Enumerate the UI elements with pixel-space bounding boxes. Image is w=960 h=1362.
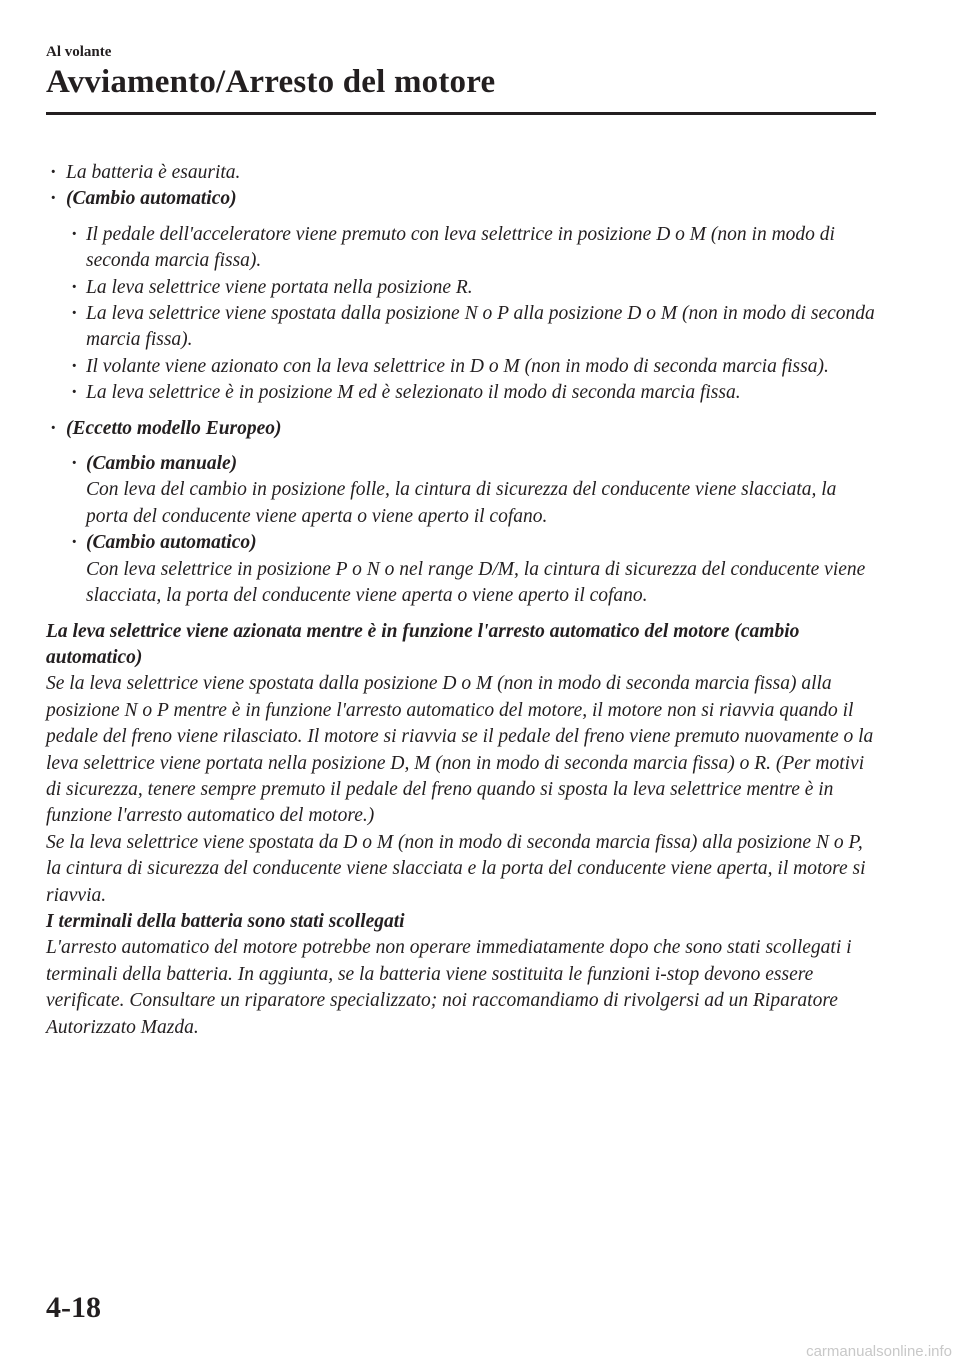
section-lever-heading: La leva selettrice viene azionata mentre è in funzione l'arresto automatico del motore (cambio automatico) (46, 620, 800, 668)
manual-text: Con leva del cambio in posizione folle, la cintura di sicurezza del conducente viene slacciata, la porta del conducente viene aperta o viene aperto il cofano. (86, 479, 837, 527)
sublist-item: · Il pedale dell'acceleratore viene premuto con leva selettrice in posizione D o M (non in modo di seconda marcia fissa). (68, 222, 876, 275)
section-battery-heading: I terminali della batteria sono stati scollegati (46, 910, 405, 932)
sublist-item: · Il volante viene azionato con la leva selettrice in D o M (non in modo di seconda marcia fissa). (68, 354, 876, 380)
manual-heading: · (Cambio manuale) (86, 453, 238, 475)
list-item-battery: · La batteria è esaurita. (46, 160, 876, 186)
auto-heading: · (Cambio automatico) (86, 532, 257, 554)
watermark: carmanualsonline.info (806, 1343, 952, 1360)
section-lever-paragraph-2: Se la leva selettrice viene spostata da D o M (non in modo di seconda marcia fissa) alla posizione N o P, la cintura di sicurezza del conducente viene slacciata e la porta del conducente viene aperta, il motore si riavvia. (46, 831, 866, 906)
sublist-item: · La leva selettrice è in posizione M ed è selezionato il modo di seconda marcia fissa. (68, 380, 876, 406)
section-lever-paragraph: Se la leva selettrice viene spostata dalla posizione D o M (non in modo di seconda marcia fissa) alla posizione N o P mentre è in funzione l'arresto automatico del motore, il motore non si riavvia quando il pedale del freno viene rilasciato. Il motore si riavvia se il pedale del freno viene premuto nuovamente o la leva selettrice viene portata nella posizione D, M (non in modo di seconda marcia fissa) o R. (Per motivi di sicurezza, tenere sempre premuto il pedale del freno quando si sposta la leva selettrice mentre è in funzione l'arresto automatico del motore.) (46, 673, 874, 827)
sublist-item-auto (68, 530, 876, 609)
list-item-auto-heading: · (Cambio automatico) (46, 186, 876, 212)
sublist-item-manual (68, 451, 876, 530)
content-body (46, 160, 876, 1041)
sublist-item: · La leva selettrice viene spostata dalla posizione N o P alla posizione D o M (non in modo di seconda marcia fissa). (68, 301, 876, 354)
section-battery-paragraph: L'arresto automatico del motore potrebbe non operare immediatamente dopo che sono stati scollegati i terminali della batteria. In aggiunta, se la batteria viene sostituita le funzioni i-stop devono essere verificate. Consultare un riparatore specializzato; noi raccomandiamo di rivolgersi ad un Riparatore Autorizzato Mazda. (46, 937, 852, 1038)
auto-text: Con leva selettrice in posizione P o N o nel range D/M, la cintura di sicurezza del conducente viene slacciata, la porta del conducente viene aperta o viene aperto il cofano. (86, 558, 866, 607)
sublist-item: · La leva selettrice viene portata nella posizione R. (68, 275, 876, 301)
sublist-except (46, 451, 876, 609)
section-label: Al volante (46, 44, 112, 60)
page-number: 4-18 (46, 1291, 101, 1324)
list-item-except-heading: · (Eccetto modello Europeo) (46, 416, 876, 442)
header-rule (46, 112, 876, 115)
sublist-auto (46, 222, 876, 407)
page-title: Avviamento/Arresto del motore (46, 64, 496, 100)
